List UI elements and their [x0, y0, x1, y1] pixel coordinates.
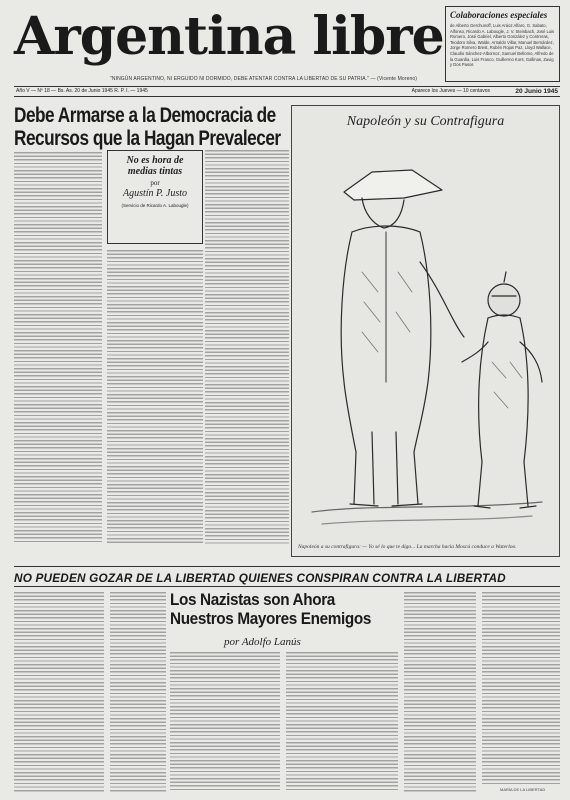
second-headline: Los Nazistas son Ahora Nuestros Mayores Enemigos [170, 590, 372, 628]
issue-date: 20 Junio 1945 [515, 88, 558, 95]
lead-article-body-col2-bottom [107, 250, 203, 544]
box-por: por [150, 179, 160, 187]
lead-article-body-col1 [14, 152, 102, 544]
lead-article-body-col2-top [205, 150, 289, 544]
cartoon-caption: Napoleón a su contrafigura: — Yo sé lo que te digo... La marcha hacia Moscú conduce a Waterloo. [298, 544, 517, 550]
collaborators-names: de Alberto Gerchunoff, Luis Aráoz Alfaro, G. Sabato, Alfonso, Ricardo A. Labougle, J. V. Steinbach, José Luis Romero, José Gabriel, Alberto González y Contreras, Teodoro Silva, Walde, Arnaldo Villar, Manuel Bernárdez, Jorge Romero Brest, Rubén Rojas Paz, Lloyd Wallace, Claudio Sánchez-Albornoz, Samuel Bellomo, Alfredo de la Guardia, Luis Franco, Guillermo Kors, Gallinas, Zavig y Dos Pasos [450, 23, 555, 68]
cartoon-illustration [292, 132, 559, 542]
newspaper-title: Argentina libre [14, 6, 444, 67]
masthead [14, 6, 444, 67]
section-banner: NO PUEDEN GOZAR DE LA LIBERTAD QUIENES CONSPIRAN CONTRA LA LIBERTAD [14, 571, 506, 585]
bottom-col2 [110, 592, 166, 792]
box-note: (Servicio de Ricardo A. Labougle) [121, 203, 189, 208]
dateline-bar [14, 86, 560, 97]
bottom-col6 [482, 592, 560, 784]
bottom-col4 [286, 652, 398, 792]
section-rule-top [14, 566, 560, 567]
section-rule-bottom [14, 586, 560, 587]
issue-info: Año V — Nº 18 — Bs. As. 20 de Junio 1945 R. P. I. — 1945 [16, 88, 148, 94]
bottom-col3 [170, 652, 280, 792]
bottom-col5 [404, 592, 476, 792]
cartoon-panel [291, 105, 560, 557]
collaborators-heading: Colaboraciones especiales [450, 10, 548, 20]
lead-article-byline-box [107, 150, 203, 244]
box-author: Agustín P. Justo [123, 188, 187, 199]
cartoon-title: Napoleón y su Contrafigura [346, 114, 505, 129]
footer-note: MARÍA DE LA LIBERTAD [500, 787, 546, 792]
lead-headline: Debe Armarse a la Democracia de Recursos que la Hagan Prevalecer [14, 104, 281, 150]
collaborators-box [445, 6, 560, 82]
masthead-motto: "NINGÚN ARGENTINO, NI ERGUIDO NI DORMIDO, DEBE ATENTAR CONTRA LA LIBERTAD DE SU PATRIA." — (Vicente Moreno) [110, 76, 417, 82]
bottom-col1 [14, 592, 104, 792]
publication-note: Aparece los Jueves — 10 centavos [411, 88, 490, 94]
box-tagline: No es hora de medias tintas [126, 155, 184, 177]
second-byline: por Adolfo Lanús [224, 636, 301, 648]
